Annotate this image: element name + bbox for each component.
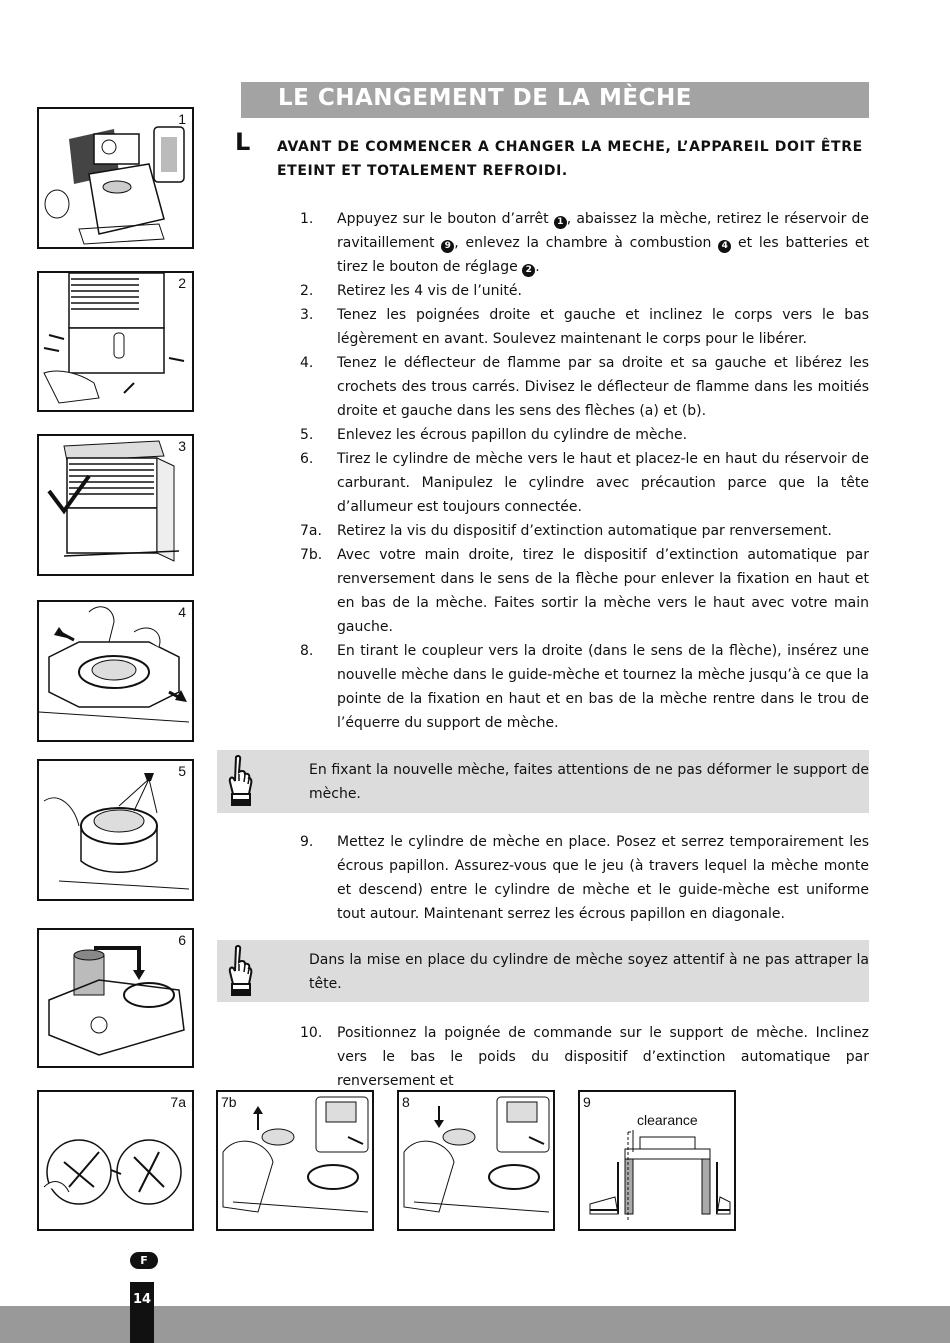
step-number: 6. bbox=[300, 451, 314, 467]
step-number: 4. bbox=[300, 355, 314, 371]
step-text bbox=[337, 543, 869, 639]
instruction-step bbox=[300, 207, 869, 279]
figure-8 bbox=[397, 1090, 555, 1231]
page-number: 14 bbox=[132, 1292, 152, 1307]
step-text bbox=[337, 207, 869, 279]
step-number: 2. bbox=[300, 283, 314, 299]
instruction-step bbox=[300, 519, 869, 543]
step-text bbox=[337, 1021, 869, 1093]
burner-illustration bbox=[39, 761, 192, 899]
step-text bbox=[337, 423, 869, 447]
figure-5 bbox=[37, 759, 194, 901]
note-text-2: Dans la mise en place du cylindre de mèche soyez attentif à ne pas attraper la tête. bbox=[309, 952, 869, 992]
burner-illustration bbox=[39, 930, 192, 1066]
page-title: LE CHANGEMENT DE LA MÈCHE bbox=[278, 85, 692, 111]
warning-text: AVANT DE COMMENCER A CHANGER LA MECHE, L’APPAREIL DOIT ÊTRE ETEINT ET TOTALEMENT REFROIDI. bbox=[277, 139, 863, 179]
step-text-segment: , abaissez la mèche, retirez le réservoir de ravitaillement bbox=[337, 211, 869, 251]
component-number-badge: 4 bbox=[718, 240, 731, 253]
figure-6 bbox=[37, 928, 194, 1068]
instruction-step bbox=[300, 639, 869, 735]
figure-9 bbox=[578, 1090, 736, 1231]
figure-label: 4 bbox=[178, 604, 186, 620]
step-number: 3. bbox=[300, 307, 314, 323]
instruction-step bbox=[300, 830, 869, 926]
step-list-2 bbox=[300, 830, 869, 926]
step-number: 10. bbox=[300, 1025, 323, 1041]
step-list-1 bbox=[300, 207, 869, 735]
instruction-step bbox=[300, 279, 869, 303]
heater-illustration bbox=[39, 273, 192, 410]
figure-3 bbox=[37, 434, 194, 576]
step-text-segment: En tirant le coupleur vers la droite (dans le sens de la flèche), insérez une nouvelle mèche dans le guide-mèche et tournez la mèche jusqu’à ce que la pointe de la fixation en haut et en bas de la mèche rentre dans le trou de l’équerre du support de mèche. bbox=[337, 643, 869, 731]
step-text bbox=[337, 519, 869, 543]
component-number-badge: 1 bbox=[554, 216, 567, 229]
note-text-1: En fixant la nouvelle mèche, faites attentions de ne pas déformer le support de mèche. bbox=[309, 762, 869, 802]
mechanism-illustration bbox=[399, 1092, 553, 1229]
step-text bbox=[337, 447, 869, 519]
step-text-segment: Tenez les poignées droite et gauche et inclinez le corps vers le bas légèrement en avant. Soulevez maintenant le corps pour le libérer. bbox=[337, 307, 869, 347]
step-number: 7a. bbox=[300, 523, 322, 539]
step-text-segment: Appuyez sur le bouton d’arrêt bbox=[337, 211, 554, 227]
cross-section-diagram bbox=[580, 1092, 734, 1229]
step-text bbox=[337, 830, 869, 926]
instruction-step bbox=[300, 447, 869, 519]
figure-4 bbox=[37, 600, 194, 742]
step-number: 5. bbox=[300, 427, 314, 443]
instruction-step bbox=[300, 1021, 869, 1093]
instruction-step bbox=[300, 303, 869, 351]
heater-illustration bbox=[39, 436, 192, 574]
instruction-step bbox=[300, 423, 869, 447]
component-number-badge: 9 bbox=[441, 240, 454, 253]
figure-7b bbox=[216, 1090, 374, 1231]
step-text bbox=[337, 351, 869, 423]
figure-1 bbox=[37, 107, 194, 249]
figure-label: 6 bbox=[178, 932, 186, 948]
step-text-segment: Tenez le déflecteur de flamme par sa droite et sa gauche et libérez les crochets des trous carrés. Divisez le déflecteur de flamme dans les moitiés droite et gauche dans les sens des flèches (a) et (b). bbox=[337, 355, 869, 419]
step-text-segment: Retirez les 4 vis de l’unité. bbox=[337, 283, 522, 299]
figure-label: 2 bbox=[178, 275, 186, 291]
figure-label: 8 bbox=[402, 1094, 410, 1110]
step-text-segment: Positionnez la poignée de commande sur le support de mèche. Inclinez vers le bas le poids du dispositif d’extinction automatique par renversement et bbox=[337, 1025, 869, 1089]
instruction-step bbox=[300, 351, 869, 423]
figure-label: 5 bbox=[178, 763, 186, 779]
step-text-segment: , enlevez la chambre à combustion bbox=[454, 235, 719, 251]
step-text-segment: Enlevez les écrous papillon du cylindre de mèche. bbox=[337, 427, 688, 443]
page-number-tab bbox=[130, 1282, 154, 1343]
step-number: 7b. bbox=[300, 547, 323, 563]
figure-label: 7a bbox=[170, 1094, 186, 1110]
step-number: 9. bbox=[300, 834, 314, 850]
step-number: 8. bbox=[300, 643, 314, 659]
clearance-label: clearance bbox=[637, 1112, 698, 1128]
step-number: 1. bbox=[300, 211, 314, 227]
step-text-segment: Tirez le cylindre de mèche vers le haut et placez-le en haut du réservoir de carburant. Manipulez le cylindre avec précaution parce que la tête d’allumeur est toujours connectée. bbox=[337, 451, 869, 515]
pointing-hand-icon bbox=[225, 944, 253, 998]
step-text bbox=[337, 279, 869, 303]
component-number-badge: 2 bbox=[522, 264, 535, 277]
step-list-3 bbox=[300, 1021, 869, 1093]
title-bar bbox=[241, 82, 869, 118]
step-text-segment: Mettez le cylindre de mèche en place. Posez et serrez temporairement les écrous papillon. Assurez-vous que le jeu (à travers lequel la mèche monte et descend) entre le cylindre de mèche et le guide-mèche est uniforme tout autour. Maintenant serrez les écrous papillon en diagonale. bbox=[337, 834, 869, 922]
burner-illustration bbox=[39, 602, 192, 740]
figure-label: 1 bbox=[178, 111, 186, 127]
step-text bbox=[337, 303, 869, 351]
language-badge: F bbox=[130, 1252, 158, 1269]
step-text-segment: et les batteries et tirez le bouton de réglage bbox=[337, 235, 869, 275]
mechanism-illustration bbox=[39, 1092, 192, 1229]
heater-illustration bbox=[39, 109, 192, 247]
figure-7a bbox=[37, 1090, 194, 1231]
note-box-1 bbox=[217, 750, 869, 813]
figure-label: 9 bbox=[583, 1094, 591, 1110]
figure-label: 3 bbox=[178, 438, 186, 454]
mechanism-illustration bbox=[218, 1092, 372, 1229]
instruction-step bbox=[300, 543, 869, 639]
step-text-segment: . bbox=[535, 259, 540, 275]
figure-2 bbox=[37, 271, 194, 412]
pointing-hand-icon bbox=[225, 754, 253, 808]
step-text bbox=[337, 639, 869, 735]
step-text-segment: Avec votre main droite, tirez le dispositif d’extinction automatique par renversement dans le sens de la flèche pour enlever la fixation en haut et en bas de la mèche. Faites sortir la mèche vers le haut avec votre main gauche. bbox=[337, 547, 869, 635]
note-box-2 bbox=[217, 940, 869, 1002]
step-text-segment: Retirez la vis du dispositif d’extinction automatique par renversement. bbox=[337, 523, 832, 539]
section-letter: L bbox=[235, 128, 251, 156]
figure-label: 7b bbox=[221, 1094, 237, 1110]
